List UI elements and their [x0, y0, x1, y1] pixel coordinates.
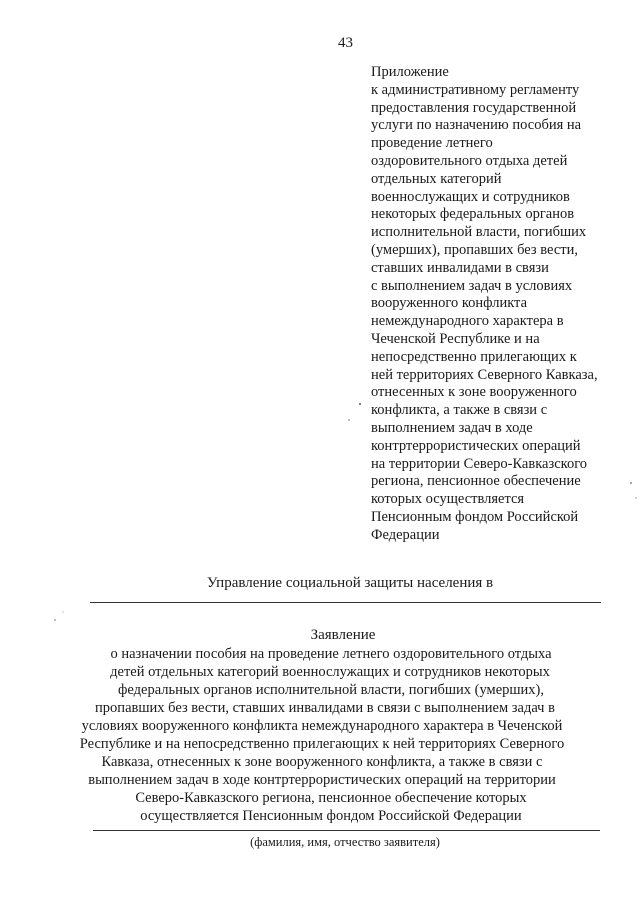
statement-line: осуществляется Пенсионным фондом Российской Федерации [140, 808, 522, 824]
appendix-line: оздоровительного отдыха детей [371, 152, 568, 169]
appendix-line: ней территориях Северного Кавказа, [371, 366, 598, 383]
statement-line: пропавших без вести, ставших инвалидами в связи с выполнением задач в [95, 700, 555, 716]
authority-text: Управление социальной защиты населения в [206, 575, 494, 591]
appendix-line: Пенсионным фондом Российской [371, 508, 579, 525]
statement-line: Республике и на непосредственно прилегающих к ней территориях Северного [79, 736, 565, 752]
appendix-line: выполнением задач в ходе [371, 419, 533, 436]
appendix-line: немеждународного характера в [371, 313, 564, 330]
appendix-line: вооруженного конфликта [371, 295, 528, 312]
applicant-caption-text: (фамилия, имя, отчество заявителя) [250, 835, 440, 849]
statement-line: выполнением задач в ходе контртеррористических операций на территории [88, 772, 556, 788]
appendix-line: военнослужащих и сотрудников [371, 188, 570, 205]
statement-line: Кавказа, отнесенных к зоне вооруженного конфликта, а также в связи с [101, 754, 543, 770]
appendix-line: на территории Северо-Кавказского [371, 455, 588, 472]
appendix-line: предоставления государственной [371, 99, 577, 116]
appendix-line: Чеченской Республике и на [371, 330, 540, 347]
statement-line: Северо-Кавказского региона, пенсионное обеспечение которых [135, 790, 527, 806]
statement-line: детей отдельных категорий военнослужащих и сотрудников некоторых [110, 664, 550, 680]
appendix-line: Федерации [371, 526, 440, 543]
appendix-line: которых осуществляется [371, 491, 525, 508]
appendix-line: Приложение [371, 64, 449, 80]
appendix-line: услуги по назначению пособия на [371, 117, 582, 134]
statement-line: условиях вооруженного конфликта немеждународного характера в Чеченской [81, 718, 563, 734]
page-number: 43 [338, 35, 353, 51]
appendix-line: ставших инвалидами в связи [371, 259, 549, 276]
appendix-line: исполнительной власти, погибших [371, 224, 587, 241]
appendix-line: отнесенных к зоне вооруженного [371, 384, 577, 401]
appendix-line: непосредственно прилегающих к [371, 348, 577, 365]
statement-line: федеральных органов исполнительной власти, погибших (умерших), [117, 682, 545, 698]
appendix-line: с выполнением задач в условиях [371, 277, 573, 294]
appendix-line: контртеррористических операций [371, 437, 581, 454]
appendix-line: некоторых федеральных органов [371, 206, 575, 223]
appendix-line: проведение летнего [371, 135, 493, 152]
appendix-line: к административному регламенту [371, 81, 580, 98]
appendix-line: конфликта, а также в связи с [371, 402, 548, 419]
appendix-line: отдельных категорий [371, 170, 502, 187]
appendix-line: (умерших), пропавших без вести, [371, 241, 578, 258]
statement-line: о назначении пособия на проведение летнего оздоровительного отдыха [110, 646, 552, 662]
statement-title-text: Заявление [310, 627, 376, 643]
appendix-line: региона, пенсионное обеспечение [371, 473, 581, 490]
